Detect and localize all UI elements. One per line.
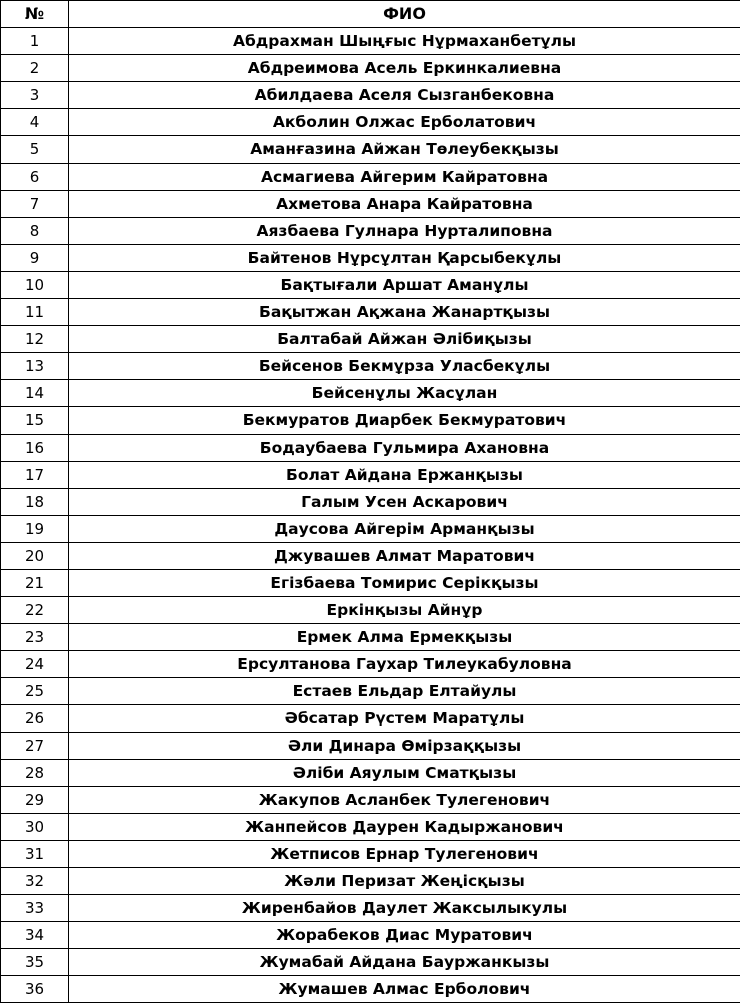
row-full-name: Ахметова Анара Кайратовна xyxy=(69,190,740,217)
row-number: 22 xyxy=(1,597,69,624)
row-full-name: Жиренбайов Даулет Жаксылыкулы xyxy=(69,895,740,922)
table-row xyxy=(1,407,740,434)
row-full-name: Жакупов Асланбек Тулегенович xyxy=(69,786,740,813)
table-row xyxy=(1,461,740,488)
row-full-name: Бекмуратов Диарбек Бекмуратович xyxy=(69,407,740,434)
table-row xyxy=(1,732,740,759)
table-row xyxy=(1,353,740,380)
table-row xyxy=(1,597,740,624)
row-full-name: Еркінқызы Айнұр xyxy=(69,597,740,624)
row-full-name: Жанпейсов Даурен Кадыржанович xyxy=(69,813,740,840)
row-number: 35 xyxy=(1,949,69,976)
table-row xyxy=(1,976,740,1003)
row-full-name: Абилдаева Аселя Сызганбековна xyxy=(69,82,740,109)
row-number: 25 xyxy=(1,678,69,705)
row-number: 28 xyxy=(1,759,69,786)
table-row xyxy=(1,271,740,298)
row-number: 13 xyxy=(1,353,69,380)
table-row xyxy=(1,949,740,976)
row-full-name: Жумашев Алмас Ерболович xyxy=(69,976,740,1003)
table-row xyxy=(1,244,740,271)
row-number: 19 xyxy=(1,515,69,542)
table-row xyxy=(1,895,740,922)
row-full-name: Әбсатар Рүстем Маратұлы xyxy=(69,705,740,732)
table-row xyxy=(1,326,740,353)
row-number: 33 xyxy=(1,895,69,922)
row-full-name: Джувашев Алмат Маратович xyxy=(69,542,740,569)
row-number: 32 xyxy=(1,868,69,895)
row-number: 7 xyxy=(1,190,69,217)
table-row xyxy=(1,813,740,840)
row-number: 24 xyxy=(1,651,69,678)
row-number: 4 xyxy=(1,109,69,136)
table-row xyxy=(1,922,740,949)
row-full-name: Галым Усен Аскарович xyxy=(69,488,740,515)
row-number: 31 xyxy=(1,840,69,867)
table-row xyxy=(1,190,740,217)
row-full-name: Аманғазина Айжан Төлеубекқызы xyxy=(69,136,740,163)
table-row xyxy=(1,217,740,244)
row-number: 17 xyxy=(1,461,69,488)
row-number: 11 xyxy=(1,299,69,326)
row-number: 10 xyxy=(1,271,69,298)
row-full-name: Егізбаева Томирис Серікқызы xyxy=(69,569,740,596)
row-number: 30 xyxy=(1,813,69,840)
table-row xyxy=(1,786,740,813)
table-row xyxy=(1,28,740,55)
table-row xyxy=(1,705,740,732)
table-row xyxy=(1,759,740,786)
row-full-name: Бейсенұлы Жасұлан xyxy=(69,380,740,407)
table-row xyxy=(1,380,740,407)
row-full-name: Акболин Олжас Ерболатович xyxy=(69,109,740,136)
row-full-name: Естаев Ельдар Елтайулы xyxy=(69,678,740,705)
row-full-name: Ермек Алма Ермекқызы xyxy=(69,624,740,651)
row-number: 6 xyxy=(1,163,69,190)
row-full-name: Асмагиева Айгерим Кайратовна xyxy=(69,163,740,190)
row-number: 2 xyxy=(1,55,69,82)
row-full-name: Ерсултанова Гаухар Тилеукабуловна xyxy=(69,651,740,678)
row-number: 14 xyxy=(1,380,69,407)
row-number: 9 xyxy=(1,244,69,271)
table-row xyxy=(1,840,740,867)
table-body xyxy=(1,28,740,1003)
row-full-name: Жумабай Айдана Бауржанкызы xyxy=(69,949,740,976)
row-full-name: Болат Айдана Ержанқызы xyxy=(69,461,740,488)
row-number: 8 xyxy=(1,217,69,244)
row-number: 5 xyxy=(1,136,69,163)
row-number: 29 xyxy=(1,786,69,813)
table-row xyxy=(1,434,740,461)
row-number: 34 xyxy=(1,922,69,949)
row-full-name: Аязбаева Гулнара Нурталиповна xyxy=(69,217,740,244)
row-full-name: Бақытжан Ақжана Жанартқызы xyxy=(69,299,740,326)
row-number: 27 xyxy=(1,732,69,759)
table-row xyxy=(1,651,740,678)
table-row xyxy=(1,868,740,895)
table-row xyxy=(1,55,740,82)
row-full-name: Бодаубаева Гульмира Ахановна xyxy=(69,434,740,461)
row-number: 36 xyxy=(1,976,69,1003)
row-full-name: Балтабай Айжан Әлібиқызы xyxy=(69,326,740,353)
table-row xyxy=(1,488,740,515)
table-row xyxy=(1,82,740,109)
table-row xyxy=(1,109,740,136)
row-number: 15 xyxy=(1,407,69,434)
row-number: 3 xyxy=(1,82,69,109)
row-number: 23 xyxy=(1,624,69,651)
table-row xyxy=(1,624,740,651)
row-number: 26 xyxy=(1,705,69,732)
column-header-number: № xyxy=(1,1,69,28)
row-full-name: Абдреимова Асель Еркинкалиевна xyxy=(69,55,740,82)
row-full-name: Бейсенов Бекмұрза Уласбекұлы xyxy=(69,353,740,380)
row-number: 16 xyxy=(1,434,69,461)
row-number: 12 xyxy=(1,326,69,353)
table-row xyxy=(1,542,740,569)
row-number: 18 xyxy=(1,488,69,515)
table-row xyxy=(1,569,740,596)
table-row xyxy=(1,136,740,163)
row-number: 21 xyxy=(1,569,69,596)
row-number: 1 xyxy=(1,28,69,55)
table-row xyxy=(1,515,740,542)
row-full-name: Абдрахман Шыңғыс Нұрмаханбетұлы xyxy=(69,28,740,55)
table-row xyxy=(1,163,740,190)
row-full-name: Жетписов Ернар Тулегенович xyxy=(69,840,740,867)
column-header-full-name: ФИО xyxy=(69,1,740,28)
row-full-name: Әліби Аяулым Сматқызы xyxy=(69,759,740,786)
row-full-name: Әли Динара Өмірзаққызы xyxy=(69,732,740,759)
row-full-name: Байтенов Нұрсұлтан Қарсыбекұлы xyxy=(69,244,740,271)
table-header-row xyxy=(1,1,740,28)
row-full-name: Бақтығали Аршат Аманұлы xyxy=(69,271,740,298)
table-row xyxy=(1,299,740,326)
table-row xyxy=(1,678,740,705)
row-full-name: Жорабеков Диас Муратович xyxy=(69,922,740,949)
row-full-name: Жәли Перизат Жеңісқызы xyxy=(69,868,740,895)
row-full-name: Даусова Айгерім Арманқызы xyxy=(69,515,740,542)
row-number: 20 xyxy=(1,542,69,569)
